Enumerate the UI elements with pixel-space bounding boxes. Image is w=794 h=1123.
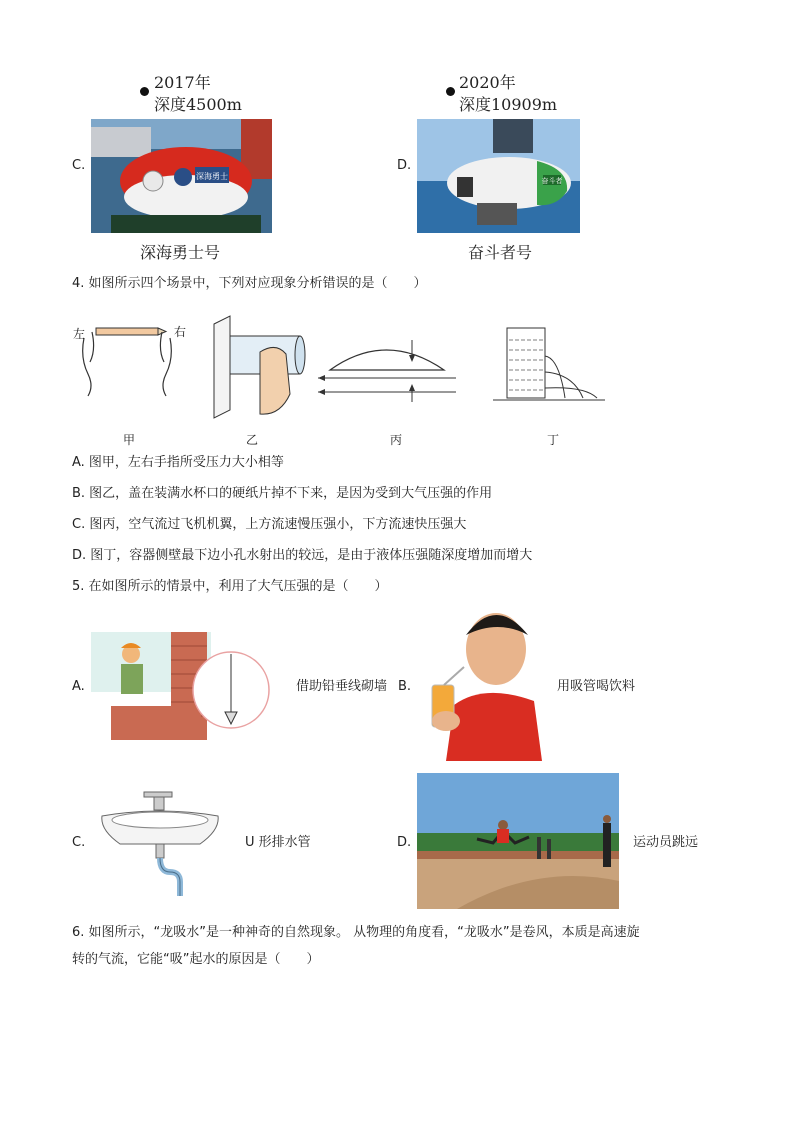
q5-option-b-label: 用吸管喝饮料	[557, 679, 636, 694]
q4-option-b: B. 图乙，盖在装满水杯口的硬纸片掉不下来，是因为受到大气压强的作用	[72, 486, 493, 501]
figure-ding-container	[493, 326, 605, 402]
option-c-letter: C.	[72, 158, 86, 173]
figure-bing-wing	[316, 330, 458, 406]
label-left: 左	[73, 327, 86, 341]
label-yi: 乙	[246, 433, 259, 447]
depth-10909: 深度10909m	[459, 95, 558, 114]
year-2017: 2017年	[154, 73, 211, 92]
q5-option-b-letter: B.	[398, 679, 412, 694]
sub-label-c: 深海勇士	[196, 172, 228, 181]
caption-shenhai-yongshi: 深海勇士号	[140, 243, 221, 262]
q4-option-d: D. 图丁，容器侧壁最下边小孔水射出的较远，是由于液体压强随深度增加而增大	[72, 548, 533, 563]
q5-option-c-label: U 形排水管	[245, 835, 311, 850]
q5-option-a-letter: A.	[72, 679, 85, 694]
q4-option-a: A. 图甲，左右手指所受压力大小相等	[72, 455, 284, 470]
depth-4500: 深度4500m	[154, 95, 242, 114]
figure-yi-cup	[210, 314, 310, 420]
sub-label-d: 奋斗者	[541, 177, 563, 185]
q5-option-c-letter: C.	[72, 835, 86, 850]
label-right: 右	[174, 325, 187, 339]
timeline-dot-2020	[446, 87, 455, 96]
photo-fendouzhe	[417, 119, 580, 233]
image-boy-straw-drink	[424, 605, 546, 761]
image-long-jump	[417, 773, 619, 909]
year-2020: 2020年	[459, 73, 516, 92]
caption-fendouzhe: 奋斗者号	[468, 243, 533, 262]
question-6-line-1: 6. 如图所示，“龙吸水”是一种神奇的自然现象。 从物理的角度看，“龙吸水”是卷风，本质是高速旋	[72, 925, 640, 940]
figure-jia-pencil	[70, 318, 190, 398]
image-u-drain-sink	[96, 786, 224, 896]
option-d-letter: D.	[397, 158, 412, 173]
question-6-line-2: 转的气流，它能“吸”起水的原因是（ ）	[72, 952, 320, 967]
question-5: 5. 在如图所示的情景中，利用了大气压强的是（ ）	[72, 579, 388, 594]
timeline-dot-2017	[140, 87, 149, 96]
q5-option-d-letter: D.	[397, 835, 412, 850]
q4-option-c: C. 图丙，空气流过飞机机翼，上方流速慢压强小，下方流速快压强大	[72, 517, 467, 532]
image-bricklayer-plumb-line	[91, 632, 281, 740]
label-bing: 丙	[390, 433, 403, 447]
q5-option-a-label: 借助铅垂线砌墙	[296, 679, 388, 694]
photo-shenhai-yongshi	[91, 119, 272, 233]
question-4: 4. 如图所示四个场景中，下列对应现象分析错误的是（ ）	[72, 276, 427, 291]
q5-option-d-label: 运动员跳远	[633, 835, 699, 850]
label-ding: 丁	[547, 433, 560, 447]
label-jia: 甲	[123, 433, 136, 447]
